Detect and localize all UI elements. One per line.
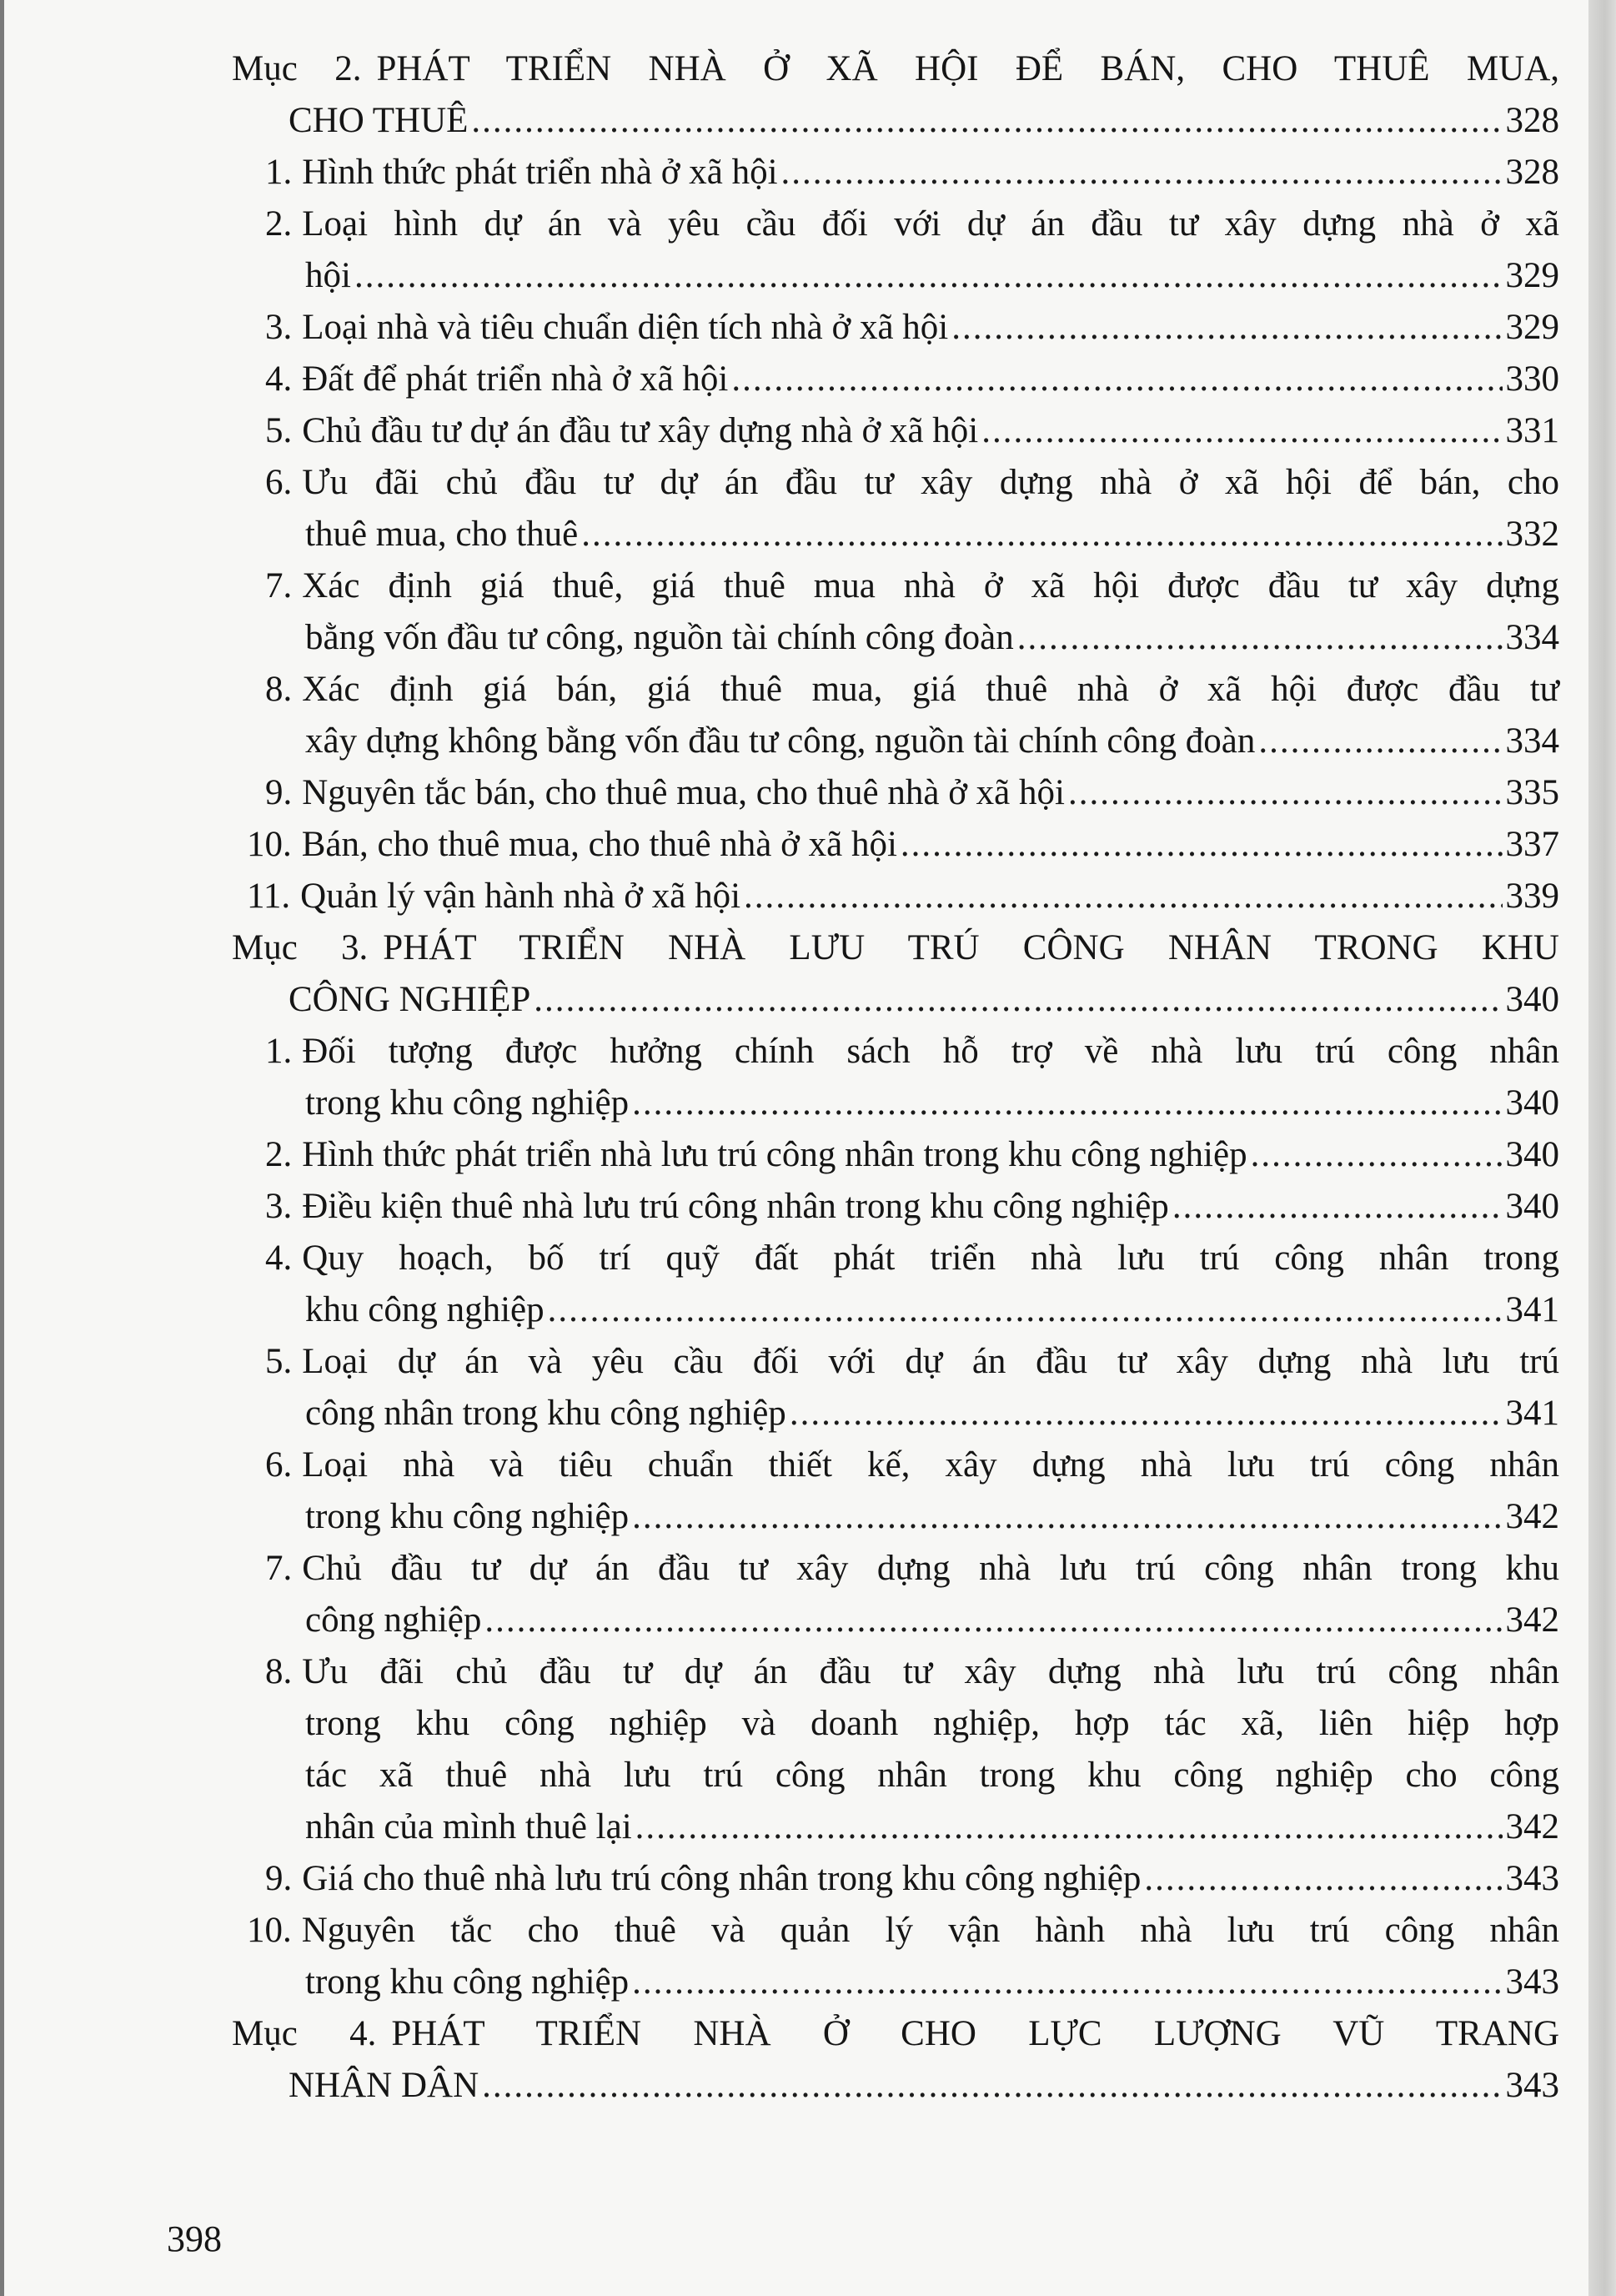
dot-leader — [635, 1801, 1503, 1853]
toc-entry-text — [305, 509, 578, 560]
dot-leader — [981, 405, 1502, 457]
toc-page-number: 335 — [1505, 773, 1559, 812]
toc-entry-title: Nguyên tắc cho thuê và quản lý vận hành nhà lưu trú công nhân — [301, 1911, 1559, 1950]
toc-entry-text — [265, 670, 1559, 709]
toc-item-entry[interactable] — [232, 405, 1559, 457]
toc-item-entry[interactable] — [232, 871, 1559, 922]
toc-item-entry[interactable] — [232, 457, 1559, 560]
toc-entry-title: Loại nhà và tiêu chuẩn thiết kế, xây dựng nhà lưu trú công nhân — [302, 1445, 1559, 1485]
dot-leader — [790, 1388, 1503, 1439]
toc-page-number: 337 — [1505, 825, 1559, 864]
toc-entry-title: hội — [305, 256, 351, 295]
dot-leader — [1251, 1129, 1503, 1181]
toc-page-number: 328 — [1505, 153, 1559, 192]
toc-entry-title: khu công nghiệp — [305, 1290, 545, 1329]
toc-entry-title: thuê mua, cho thuê — [305, 515, 579, 554]
toc-item-entry[interactable] — [232, 198, 1559, 302]
toc-entry-text — [289, 95, 468, 147]
toc-entry-text — [265, 566, 1559, 605]
toc-entry-title: Đất để phát triển nhà ở xã hội — [302, 359, 729, 399]
toc-entry-text — [265, 1129, 1247, 1181]
dot-leader — [482, 2060, 1502, 2112]
toc-page-number: 329 — [1505, 308, 1559, 347]
toc-page-number: 332 — [1505, 515, 1559, 554]
item-number: 2. — [265, 1135, 293, 1174]
toc-entry-text — [265, 463, 1559, 502]
toc-item-entry[interactable] — [232, 1129, 1559, 1181]
toc-item-entry[interactable] — [232, 664, 1559, 767]
toc-entry-title: xây dựng không bằng vốn đầu tư công, nguồn tài chính công đoàn — [305, 721, 1256, 761]
toc-line — [232, 1646, 1559, 1698]
toc-entry-title: Điều kiện thuê nhà lưu trú công nhân trong khu công nghiệp — [302, 1187, 1169, 1226]
dot-leader — [951, 302, 1502, 354]
item-number: 3. — [265, 1187, 293, 1226]
toc-entry-title: trong khu công nghiệp — [305, 1962, 630, 2002]
toc-line — [232, 664, 1559, 716]
page-edge-shadow — [1588, 0, 1616, 2296]
dot-leader — [1172, 1181, 1503, 1233]
dot-leader — [534, 974, 1502, 1026]
toc-entry-title: PHÁT TRIỂN NHÀ LƯU TRÚ CÔNG NHÂN TRONG KHU — [383, 928, 1559, 967]
toc-entry-title: trong khu công nghiệp — [305, 1497, 630, 1536]
toc-entry-title: Xác định giá bán, giá thuê mua, giá thuê nhà ở xã hội được đầu tư — [302, 670, 1559, 709]
toc-entry-title: Chủ đầu tư dự án đầu tư xây dựng nhà lưu trú công nhân trong khu — [302, 1549, 1559, 1588]
toc-page-number: 340 — [1505, 1083, 1559, 1123]
toc-item-entry[interactable] — [232, 1026, 1559, 1129]
toc-entry-title: Loại dự án và yêu cầu đối với dự án đầu tư xây dựng nhà lưu trú — [302, 1342, 1559, 1381]
toc-entry-title: Nguyên tắc bán, cho thuê mua, cho thuê nhà ở xã hội — [302, 773, 1065, 812]
toc-entry-title: Hình thức phát triển nhà lưu trú công nhân trong khu công nghiệp — [302, 1135, 1247, 1174]
toc-page-number: 341 — [1505, 1394, 1559, 1433]
dot-leader — [581, 509, 1502, 560]
dot-leader — [1258, 716, 1502, 767]
item-number: 1. — [265, 153, 293, 192]
toc-entry-title: nhân của mình thuê lại — [305, 1807, 632, 1846]
toc-entry-title: CHO THUÊ — [289, 101, 469, 140]
dot-leader — [1017, 612, 1503, 664]
toc-item-entry[interactable] — [232, 147, 1559, 198]
page-number: 398 — [167, 2218, 222, 2259]
dot-leader — [1144, 1853, 1502, 1905]
toc-page-number: 334 — [1505, 721, 1559, 761]
toc-entry-title: PHÁT TRIỂN NHÀ Ở XÃ HỘI ĐỂ BÁN, CHO THUÊ MUA, — [376, 49, 1559, 88]
toc-line — [232, 1078, 1559, 1129]
toc-line — [232, 1957, 1559, 2008]
toc-entry-title: NHÂN DÂN — [289, 2066, 479, 2105]
toc-entry-title: Xác định giá thuê, giá thuê mua nhà ở xã hội được đầu tư xây dựng — [302, 566, 1559, 605]
toc-entry-text — [265, 1652, 1559, 1691]
toc-entry-text — [305, 1756, 1559, 1795]
toc-line — [232, 1853, 1559, 1905]
item-number: 10. — [247, 1911, 292, 1950]
toc-entry-title: PHÁT TRIỂN NHÀ Ở CHO LỰC LƯỢNG VŨ TRANG — [391, 2014, 1559, 2053]
toc-entry-title: trong khu công nghiệp — [305, 1083, 630, 1123]
toc-line — [232, 1388, 1559, 1439]
toc-line — [232, 1181, 1559, 1233]
toc-entry-text — [247, 871, 740, 922]
toc-entry-text — [265, 405, 978, 457]
item-number: 2. — [265, 204, 293, 244]
toc-entry-title: Bán, cho thuê mua, cho thuê nhà ở xã hội — [301, 825, 897, 864]
toc-page-number: 343 — [1505, 2066, 1559, 2105]
toc-entry-title: Chủ đầu tư dự án đầu tư xây dựng nhà ở xã hội — [302, 411, 979, 450]
toc-line — [232, 1284, 1559, 1336]
table-of-contents — [232, 43, 1559, 2112]
toc-entry-title: Loại hình dự án và yêu cầu đối với dự án đầu tư xây dựng nhà ở xã — [302, 204, 1559, 244]
toc-entry-text — [265, 147, 778, 198]
dot-leader — [744, 871, 1502, 922]
dot-leader — [632, 1957, 1502, 2008]
item-number: 6. — [265, 1445, 293, 1485]
toc-entry-text — [305, 1801, 632, 1853]
toc-line — [232, 2008, 1559, 2060]
toc-line — [232, 1491, 1559, 1543]
item-number: 1. — [265, 1032, 293, 1071]
toc-item-entry[interactable] — [232, 1181, 1559, 1233]
toc-entry-title: Loại nhà và tiêu chuẩn diện tích nhà ở xã hội — [302, 308, 949, 347]
item-number: 9. — [265, 773, 293, 812]
toc-line — [232, 1543, 1559, 1595]
item-number: 11. — [247, 877, 291, 916]
toc-item-entry[interactable] — [232, 819, 1559, 871]
toc-line — [232, 1750, 1559, 1801]
toc-entry-title: Quy hoạch, bố trí quỹ đất phát triển nhà lưu trú công nhân trong — [302, 1238, 1559, 1278]
item-number: 4. — [265, 1238, 293, 1278]
toc-page-number: 343 — [1505, 1859, 1559, 1898]
toc-entry-title: Quản lý vận hành nhà ở xã hội — [300, 877, 741, 916]
toc-entry-text — [305, 1704, 1559, 1743]
item-number: 5. — [265, 411, 293, 450]
toc-entry-title: Ưu đãi chủ đầu tư dự án đầu tư xây dựng nhà ở xã hội để bán, cho — [302, 463, 1559, 502]
toc-page-number: 340 — [1505, 1135, 1559, 1174]
toc-line — [232, 1595, 1559, 1646]
section-number: Mục 2. — [232, 49, 362, 88]
toc-entry-text — [305, 1957, 629, 2008]
toc-page-number: 342 — [1505, 1600, 1559, 1640]
item-number: 4. — [265, 359, 293, 399]
toc-line — [232, 612, 1559, 664]
toc-page-number: 329 — [1505, 256, 1559, 295]
item-number: 3. — [265, 308, 293, 347]
toc-page-number: 334 — [1505, 618, 1559, 657]
item-number: 7. — [265, 566, 293, 605]
dot-leader — [548, 1284, 1503, 1336]
item-number: 7. — [265, 1549, 293, 1588]
toc-item-entry[interactable] — [232, 1853, 1559, 1905]
toc-item-entry[interactable] — [232, 1336, 1559, 1439]
dot-leader — [632, 1078, 1502, 1129]
toc-line — [232, 250, 1559, 302]
dot-leader — [632, 1491, 1502, 1543]
toc-entry-text — [265, 767, 1065, 819]
toc-entry-title: tác xã thuê nhà lưu trú công nhân trong khu công nghiệp cho công — [305, 1756, 1559, 1795]
toc-item-entry[interactable] — [232, 767, 1559, 819]
toc-item-entry[interactable] — [232, 1905, 1559, 2008]
toc-item-entry[interactable] — [232, 1646, 1559, 1853]
dot-leader — [354, 250, 1503, 302]
item-number: 10. — [247, 825, 292, 864]
toc-line — [232, 871, 1559, 922]
toc-line — [232, 922, 1559, 974]
section-number: Mục 4. — [232, 2014, 377, 2053]
toc-entry-text — [247, 1911, 1559, 1950]
dot-leader — [781, 147, 1503, 198]
toc-line — [232, 1801, 1559, 1853]
toc-section-entry[interactable] — [232, 2008, 1559, 2112]
toc-page-number: 339 — [1505, 877, 1559, 916]
toc-entry-text — [265, 1853, 1141, 1905]
toc-entry-text — [265, 1549, 1559, 1588]
item-number: 6. — [265, 463, 293, 502]
toc-section-entry[interactable] — [232, 43, 1559, 147]
dot-leader — [1068, 767, 1503, 819]
toc-item-entry[interactable] — [232, 354, 1559, 405]
toc-line — [232, 767, 1559, 819]
toc-line — [232, 1129, 1559, 1181]
toc-entry-text — [305, 1491, 629, 1543]
dot-leader — [901, 819, 1503, 871]
toc-page-number: 340 — [1505, 1187, 1559, 1226]
toc-page-number: 331 — [1505, 411, 1559, 450]
toc-line — [232, 1026, 1559, 1078]
toc-item-entry[interactable] — [232, 302, 1559, 354]
dot-leader — [471, 95, 1502, 147]
toc-item-entry[interactable] — [232, 1543, 1559, 1646]
toc-entry-text — [265, 1238, 1559, 1278]
toc-entry-title: công nghiệp — [305, 1600, 482, 1640]
toc-line — [232, 302, 1559, 354]
toc-line — [232, 819, 1559, 871]
toc-entry-text — [232, 928, 1559, 967]
toc-line — [232, 1439, 1559, 1491]
toc-line — [232, 43, 1559, 95]
toc-item-entry[interactable] — [232, 560, 1559, 664]
item-number: 8. — [265, 1652, 293, 1691]
toc-page-number: 328 — [1505, 101, 1559, 140]
toc-entry-title: Giá cho thuê nhà lưu trú công nhân trong khu công nghiệp — [302, 1859, 1142, 1898]
toc-line — [232, 509, 1559, 560]
toc-page-number: 343 — [1505, 1962, 1559, 2002]
toc-line — [232, 95, 1559, 147]
toc-page-number: 340 — [1505, 980, 1559, 1019]
toc-line — [232, 1698, 1559, 1750]
toc-entry-text — [247, 819, 897, 871]
toc-page-number: 342 — [1505, 1807, 1559, 1846]
toc-entry-text — [305, 1078, 629, 1129]
item-number: 9. — [265, 1859, 293, 1898]
page-edge-left — [0, 0, 4, 2296]
item-number: 5. — [265, 1342, 293, 1381]
toc-line — [232, 716, 1559, 767]
toc-entry-text — [265, 204, 1559, 244]
toc-line — [232, 147, 1559, 198]
item-number: 8. — [265, 670, 293, 709]
toc-line — [232, 405, 1559, 457]
toc-entry-text — [232, 49, 1559, 88]
toc-entry-title: Đối tượng được hưởng chính sách hỗ trợ về nhà lưu trú công nhân — [302, 1032, 1559, 1071]
toc-entry-text — [305, 612, 1014, 664]
toc-page-number: 330 — [1505, 359, 1559, 399]
toc-item-entry[interactable] — [232, 1233, 1559, 1336]
toc-item-entry[interactable] — [232, 1439, 1559, 1543]
toc-entry-text — [289, 974, 530, 1026]
toc-line — [232, 560, 1559, 612]
toc-entry-text — [265, 302, 948, 354]
toc-entry-text — [265, 1181, 1169, 1233]
toc-entry-text — [265, 354, 728, 405]
toc-entry-text — [265, 1032, 1559, 1071]
toc-entry-text — [305, 1284, 545, 1336]
toc-entry-title: trong khu công nghiệp và doanh nghiệp, hợp tác xã, liên hiệp hợp — [305, 1704, 1559, 1743]
toc-entry-text — [305, 1388, 786, 1439]
toc-entry-text — [265, 1342, 1559, 1381]
toc-line — [232, 1336, 1559, 1388]
toc-entry-text — [305, 250, 351, 302]
toc-line — [232, 1233, 1559, 1284]
toc-entry-title: CÔNG NGHIỆP — [289, 980, 531, 1019]
toc-entry-text — [265, 1445, 1559, 1485]
toc-entry-title: Ưu đãi chủ đầu tư dự án đầu tư xây dựng nhà lưu trú công nhân — [302, 1652, 1559, 1691]
dot-leader — [484, 1595, 1502, 1646]
toc-entry-title: Hình thức phát triển nhà ở xã hội — [302, 153, 778, 192]
toc-section-entry[interactable] — [232, 922, 1559, 1026]
toc-entry-text — [305, 716, 1255, 767]
toc-line — [232, 198, 1559, 250]
toc-entry-text — [232, 2014, 1559, 2053]
dot-leader — [731, 354, 1502, 405]
toc-line — [232, 2060, 1559, 2112]
section-number: Mục 3. — [232, 928, 369, 967]
toc-entry-text — [289, 2060, 479, 2112]
toc-line — [232, 354, 1559, 405]
toc-page-number: 342 — [1505, 1497, 1559, 1536]
toc-entry-title: bằng vốn đầu tư công, nguồn tài chính công đoàn — [305, 618, 1014, 657]
toc-line — [232, 1905, 1559, 1957]
toc-entry-text — [305, 1595, 481, 1646]
toc-line — [232, 974, 1559, 1026]
toc-entry-title: công nhân trong khu công nghiệp — [305, 1394, 786, 1433]
toc-page-number: 341 — [1505, 1290, 1559, 1329]
toc-line — [232, 457, 1559, 509]
